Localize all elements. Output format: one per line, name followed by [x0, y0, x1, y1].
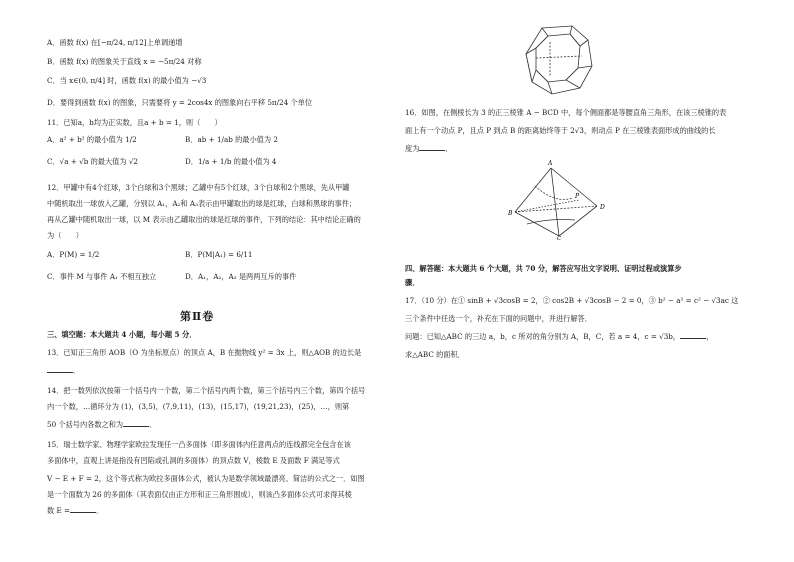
question-13-tail: ．: [73, 366, 81, 375]
section-4-heading: 四、解答题：本大题共 6 个大题，共 70 分，解答应写出文字说明、证明过程或演算步: [405, 264, 682, 273]
label-c: C: [557, 236, 562, 240]
edge-ab: [515, 168, 551, 212]
option-d: D．要得到函数 f(x) 的图象，只需要将 y = 2cos4x 的图象向右平移 5π/24 个单位: [47, 98, 313, 107]
q12-option-a: A．P(M) = 1/2: [47, 250, 100, 259]
question-11: 11．已知a，b均为正实数，且a + b = 1，则（ ）: [47, 118, 222, 127]
q11-option-b: B．ab + 1/ab 的最小值为 2: [185, 135, 278, 144]
question-17-line4: 求△ABC 的面积．: [405, 350, 465, 359]
question-16-text: 度为: [405, 144, 420, 153]
question-14-line2: 内一个数，…循环分为 (1)，(3,5)，(7,9,11)，(13)，(15,17)，(19,21,23)，(25)，…，则第: [47, 402, 350, 411]
question-12-line4: 为（ ）: [47, 231, 83, 240]
label-b: B: [508, 210, 513, 217]
label-d: D: [600, 204, 605, 211]
question-15-line2: 多面体中，直观上讲是指没有凹陷或孔洞的多面体）的顶点数 V，棱数 E 及面数 F 满足等式: [47, 456, 340, 465]
question-15-line4: 是一个面数为 26 的多面体（其表面仅由正方形和正三角形围成），则该凸多面体公式可求得其棱: [47, 490, 352, 499]
tetrahedron-figure: [505, 158, 615, 240]
question-13-blank: [47, 366, 80, 375]
question-17-line2: 三个条件中任选一个，补充在下面的问题中，并进行解答．: [405, 314, 592, 323]
question-15-line1: 15．瑞士数学家、物理学家欧拉发现任一凸多面体（即多面体内任意两点的连线都完全包含在该: [47, 440, 351, 449]
q11-option-c: C．√a + √b 的最大值为 √2: [47, 157, 138, 166]
question-12-line1: 12．甲罐中有4个红球，3个白球和3个黑球；乙罐中有5个红球，3个白球和2个黑球，先从甲罐: [47, 183, 350, 192]
edge-cd: [559, 206, 597, 236]
question-15-line5: 数 E = ．: [47, 506, 104, 515]
q11-option-a: A．a² + b² 的最小值为 1/2: [47, 135, 137, 144]
option-a: A．函数 f(x) 在[−π/24, π/12]上单调递增: [47, 38, 183, 47]
label-a: A: [548, 160, 553, 167]
question-14-text: 50 个括号内各数之和为: [47, 420, 124, 429]
question-17-line3: 问题：已知△ABC 的三边 a，b，c 所对的角分别为 A，B，C，若 a = 4，c = √3b， ，: [405, 332, 714, 341]
edge-ad: [551, 168, 597, 206]
answer-blank[interactable]: [123, 420, 149, 427]
q11-option-d: D．1/a + 1/b 的最小值为 4: [185, 157, 277, 166]
question-14-line3: 50 个括号内各数之和为 ．: [47, 420, 157, 429]
question-17-line1: 17．（10 分）在① sinB + √3cosB = 2，② cos2B + √3cosB − 2 = 0，③ b² − a² = c² − √3ac 这: [405, 296, 739, 305]
question-15-text: 数 E =: [47, 506, 71, 515]
question-15-line3: V − E + F = 2，这个等式称为欧拉多面体公式，被认为是数学领域最漂亮、简洁的公式之一．如图: [47, 474, 365, 483]
section-3-heading: 三、填空题：本大题共 4 小题，每小题 5 分．: [47, 330, 197, 339]
edge-ac: [551, 168, 559, 236]
question-17-text: 问题：已知△ABC 的三边 a，b，c 所对的角分别为 A，B，C，若 a = 4，c = √3b，: [405, 332, 681, 341]
question-16-line1: 16．如图，在侧棱长为 3 的正三棱锥 A − BCD 中，每个侧面都是等腰直角三角形，在该三棱锥的表: [405, 108, 727, 117]
question-12-line3: 再从乙罐中随机取出一球，以 M 表示由乙罐取出的球是红球的事件，下列的结论：其中结论正确的: [47, 215, 361, 224]
answer-blank[interactable]: [680, 332, 706, 339]
question-16-line2: 面上有一个动点 P，且点 P 到点 B 的距离始终等于 2√3，则动点 P 在三棱锥表面形成的曲线的长: [405, 126, 716, 135]
label-p: P: [575, 193, 580, 200]
q12-option-b: B．P(M|A₁) = 6/11: [185, 250, 253, 259]
answer-blank[interactable]: [70, 506, 96, 513]
q12-option-c: C．事件 M 与事件 A₁ 不相互独立: [47, 272, 157, 281]
answer-blank[interactable]: [419, 144, 445, 151]
curve-p-lower: [527, 220, 575, 225]
q12-option-d: D．A₁，A₂，A₃ 是两两互斥的事件: [185, 272, 297, 281]
question-14-line1: 14．把一数列依次按第一个括号内一个数，第二个括号内两个数，第三个括号内三个数，第四个括号: [47, 386, 366, 395]
question-13: 13．已知正三角形 AOB（O 为坐标原点）的顶点 A，B 在抛物线 y² = 3x 上，则△AOB 的边长是: [47, 348, 362, 357]
section-4-heading-line2: 骤．: [405, 278, 420, 287]
option-c: C．当 x∈(0, π/4] 时，函数 f(x) 的最小值为 −√3: [47, 76, 207, 85]
edge-bc: [515, 212, 559, 236]
option-b: B．函数 f(x) 的图象关于直线 x = −5π/24 对称: [47, 57, 202, 66]
polyhedron-figure: [520, 22, 600, 100]
answer-blank[interactable]: [47, 366, 73, 373]
part-2-title: 第Ⅱ卷: [180, 310, 215, 323]
question-12-line2: 中随机取出一球放入乙罐，分别以 A₁，A₂和 A₃表示由甲罐取出的球是红球，白球和黑球的事件；: [47, 199, 357, 208]
question-16-line3: 度为 ．: [405, 144, 453, 153]
